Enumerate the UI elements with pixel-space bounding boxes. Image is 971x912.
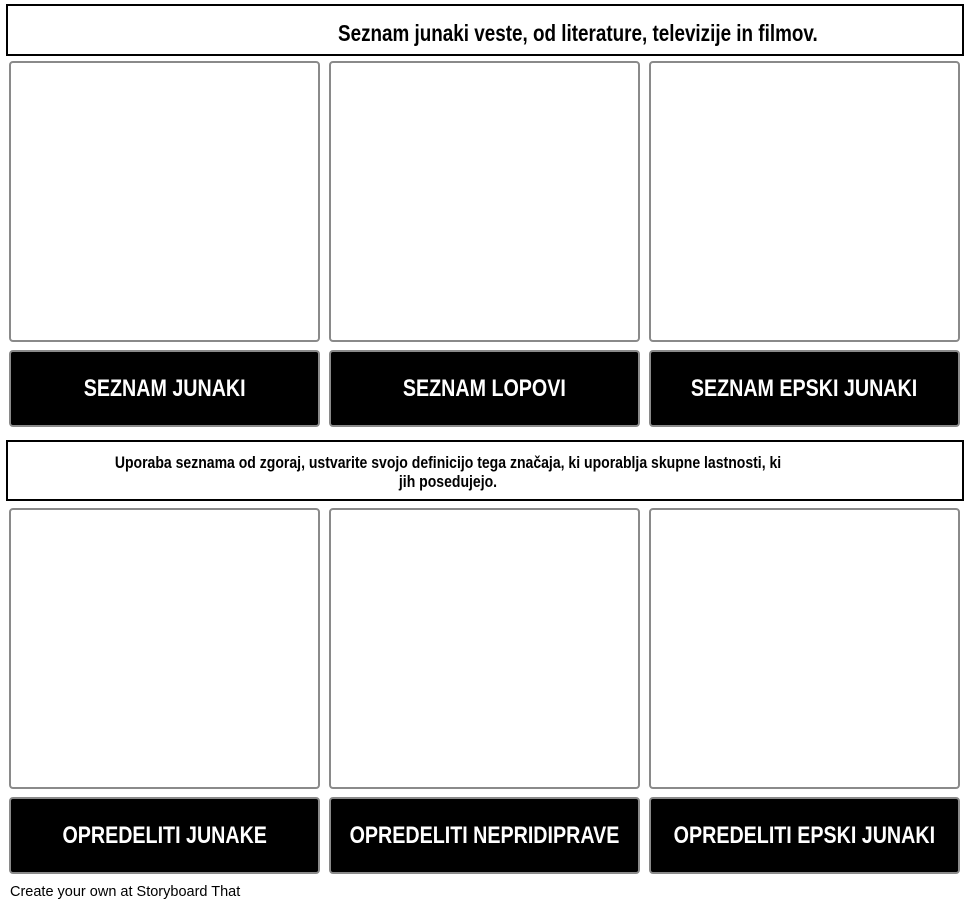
title-box	[6, 4, 964, 56]
panel-heroes-list[interactable]	[9, 61, 320, 342]
label-villains-list[interactable]	[329, 350, 640, 427]
description-box	[6, 440, 964, 501]
label-text: SEZNAM EPSKI JUNAKI	[691, 374, 918, 402]
label-define-villains[interactable]	[329, 797, 640, 874]
panel-epic-heroes-list[interactable]	[649, 61, 960, 342]
storyboard-title: Seznam junaki veste, od literature, televizije in filmov.	[338, 20, 818, 46]
label-epic-heroes-list[interactable]	[649, 350, 960, 427]
label-heroes-list[interactable]	[9, 350, 320, 427]
panel-define-heroes[interactable]	[9, 508, 320, 789]
label-text: SEZNAM LOPOVI	[403, 374, 566, 402]
footer-link[interactable]: Create your own at Storyboard That	[10, 884, 241, 900]
panel-villains-list[interactable]	[329, 61, 640, 342]
label-text: OPREDELITI EPSKI JUNAKI	[673, 821, 936, 849]
label-define-heroes[interactable]	[9, 797, 320, 874]
panel-define-villains[interactable]	[329, 508, 640, 789]
label-text: OPREDELITI NEPRIDIPRAVE	[349, 821, 620, 849]
label-text: SEZNAM JUNAKI	[83, 374, 246, 402]
description-text: Uporaba seznama od zgoraj, ustvarite svojo definicijo tega značaja, ki uporablja skupne lastnosti, ki jih posedujejo.	[114, 454, 782, 491]
panel-define-epic-heroes[interactable]	[649, 508, 960, 789]
label-text: OPREDELITI JUNAKE	[62, 821, 267, 849]
label-define-epic-heroes[interactable]	[649, 797, 960, 874]
